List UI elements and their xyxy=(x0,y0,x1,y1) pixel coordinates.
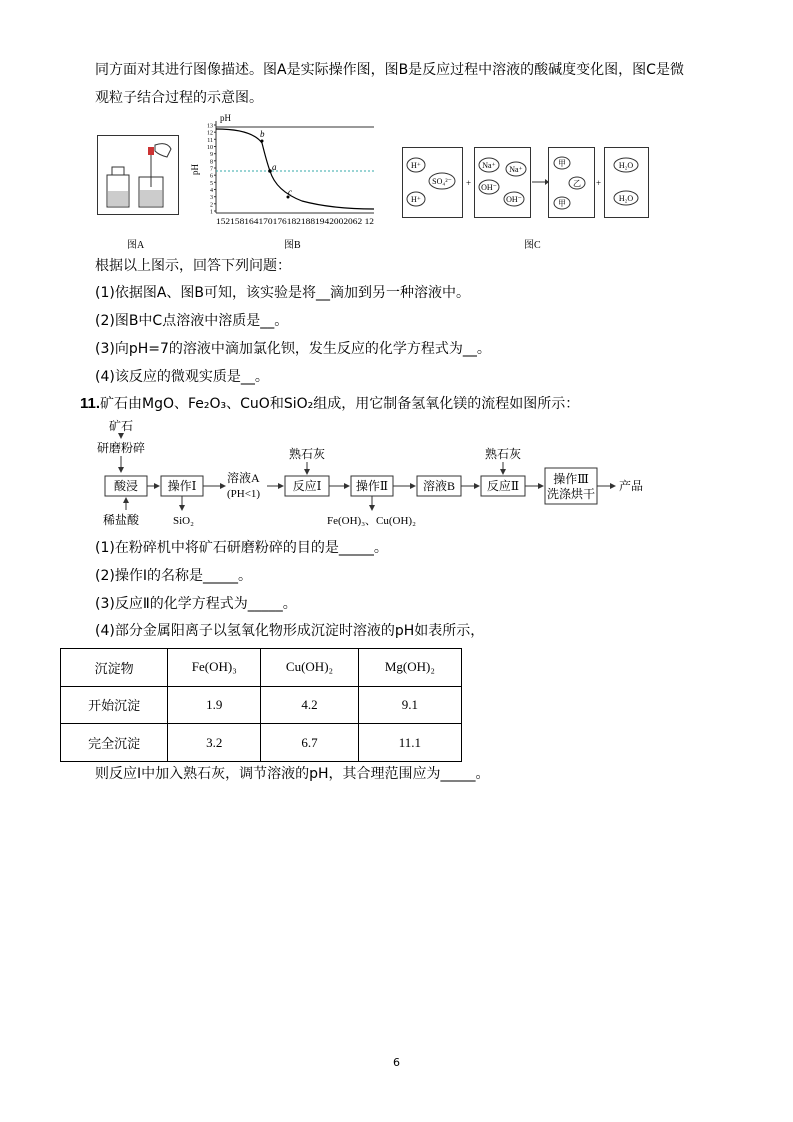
caption-c: 图C xyxy=(524,240,541,251)
table-header-cell: Cu(OH)₂ xyxy=(261,649,358,687)
flow-product: 产品 xyxy=(619,479,644,493)
flow-ore: 矿石 xyxy=(109,419,134,433)
label-a: a xyxy=(272,162,277,172)
y-tick-label: 13 xyxy=(207,123,213,130)
y-tick-label: 11 xyxy=(207,137,213,144)
table-cell: 3.2 xyxy=(168,724,261,762)
c-box2-ion-3: OH⁻ xyxy=(481,183,497,192)
c-box1-ion-3: H⁺ xyxy=(411,195,421,204)
flow-solution-a: 溶液A xyxy=(227,471,260,485)
q11-item-3: (3)反应Ⅱ的化学方程式为_____。 xyxy=(95,596,297,612)
flow-precipitates: Fe(OH)₃、Cu(OH)₂ xyxy=(327,515,416,527)
page-number: 6 xyxy=(393,1056,400,1069)
flow-solution-b: 溶液B xyxy=(422,479,456,493)
q10-item-3: (3)向pH=7的溶液中滴加氯化钡，发生反应的化学方程式为__。 xyxy=(95,341,491,357)
y-axis-side-label: pH xyxy=(190,164,200,175)
flow-op3-line2: 洗涤烘干 xyxy=(546,487,596,501)
ph-curve-chart xyxy=(192,113,382,231)
table-cell: 开始沉淀 xyxy=(61,686,168,724)
c-box3-particle-3: 甲 xyxy=(558,199,566,208)
c-box4-molecule-2: H₂O xyxy=(618,194,634,203)
table-header-cell: Mg(OH)₂ xyxy=(358,649,461,687)
q10-item-4: (4)该反应的微观实质是__。 xyxy=(95,369,269,385)
c-box2-ion-1: Na⁺ xyxy=(482,161,496,170)
y-tick-label: 10 xyxy=(207,145,213,151)
figure-a xyxy=(97,135,179,215)
q11-number: 11. xyxy=(80,395,101,412)
flow-acid-leach: 酸浸 xyxy=(113,479,139,493)
c-box1-ion-1: H⁺ xyxy=(411,161,421,170)
point-b xyxy=(261,140,264,143)
y-tick-label: 5 xyxy=(210,180,213,187)
table-cell: 1.9 xyxy=(168,686,261,724)
table-cell: 完全沉淀 xyxy=(61,724,168,762)
y-tick-label: 4 xyxy=(210,188,213,194)
flow-grind: 研磨粉碎 xyxy=(97,441,146,455)
table-cell: 11.1 xyxy=(358,724,461,762)
figure-c xyxy=(402,147,652,219)
c-box1-ion-2: SO₄²⁻ xyxy=(432,177,452,186)
table-cell: 4.2 xyxy=(261,686,358,724)
flow-sio2: SiO₂ xyxy=(173,515,194,527)
flow-solution-a-ph: (PH<1) xyxy=(227,488,261,500)
particle-diagram xyxy=(402,147,652,219)
q11-item-4: (4)部分金属阳离子以氢氧化物形成沉淀时溶液的pH如表所示， xyxy=(95,623,485,639)
c-plus-2: + xyxy=(596,178,602,188)
q11-item-2: (2)操作Ⅰ的名称是_____。 xyxy=(95,568,252,584)
c-box2-ion-4: OH⁻ xyxy=(506,195,522,204)
flow-lime-1: 熟石灰 xyxy=(289,447,326,461)
table-header-cell: 沉淀物 xyxy=(61,649,168,687)
flow-op1: 操作Ⅰ xyxy=(167,479,197,493)
c-plus-1: + xyxy=(466,178,472,188)
c-box3-particle-1: 甲 xyxy=(558,159,566,168)
y-tick-label: 3 xyxy=(210,195,213,202)
q11-stem-line xyxy=(80,394,579,414)
q11-stem: 矿石由MgO、Fe₂O₃、CuO和SiO₂组成，用它制备氢氧化镁的流程如图所示： xyxy=(100,396,580,412)
table-cell: 6.7 xyxy=(261,724,358,762)
y-tick-label: 12 xyxy=(207,130,213,137)
c-box2-ion-2: Na⁺ xyxy=(509,165,523,174)
x-tick-labels: 1521581641701761821881942002062 12 xyxy=(216,217,374,226)
table-row xyxy=(61,724,462,762)
q10-item-2: (2)图B中C点溶液中溶质是__。 xyxy=(95,313,289,329)
flow-op2: 操作Ⅱ xyxy=(355,479,389,493)
flow-chart-svg xyxy=(95,418,675,530)
intro-line-2: 观粒子结合过程的示意图。 xyxy=(95,90,263,106)
table-row xyxy=(61,686,462,724)
q10-item-1: (1)依据图A、图B可知，该实验是将__滴加到另一种溶液中。 xyxy=(95,285,471,301)
precipitation-ph-table xyxy=(60,648,462,762)
y-axis-label: pH xyxy=(220,113,231,123)
y-tick-label: 9 xyxy=(210,152,213,159)
label-b: b xyxy=(260,129,265,139)
flow-reaction-1: 反应Ⅰ xyxy=(292,479,322,493)
q11-item-1: (1)在粉碎机中将矿石研磨粉碎的目的是_____。 xyxy=(95,540,388,556)
flow-dilute-hcl: 稀盐酸 xyxy=(103,513,140,527)
lab-setup-illustration xyxy=(97,135,179,215)
flow-chart xyxy=(95,418,675,530)
flow-lime-2: 熟石灰 xyxy=(485,447,522,461)
label-c: c xyxy=(288,187,292,197)
c-box3-particle-2: 乙 xyxy=(573,179,581,188)
flow-reaction-2: 反应Ⅱ xyxy=(486,479,520,493)
q10-prompt: 根据以上图示，回答下列问题： xyxy=(95,258,291,274)
figure-b xyxy=(192,113,382,231)
ph-curve xyxy=(216,129,374,209)
flow-op3-line1: 操作Ⅲ xyxy=(553,472,589,486)
c-box4-molecule-1: H₂O xyxy=(618,161,634,170)
caption-b: 图B xyxy=(284,240,301,251)
y-tick-label: 1 xyxy=(210,209,213,216)
y-tick-label: 7 xyxy=(210,166,213,173)
table-header-cell: Fe(OH)₃ xyxy=(168,649,261,687)
intro-line-1: 同方面对其进行图像描述。图A是实际操作图，图B是反应过程中溶液的酸碱度变化图，图C是微 xyxy=(95,62,684,78)
y-tick-label: 2 xyxy=(210,202,213,209)
table-header-row xyxy=(61,649,462,687)
caption-a: 图A xyxy=(127,240,145,251)
q11-final: 则反应Ⅰ中加入熟石灰，调节溶液的pH，其合理范围应为_____。 xyxy=(95,766,490,782)
table-cell: 9.1 xyxy=(358,686,461,724)
y-tick-label: 8 xyxy=(210,159,213,166)
y-tick-label: 6 xyxy=(210,173,213,180)
